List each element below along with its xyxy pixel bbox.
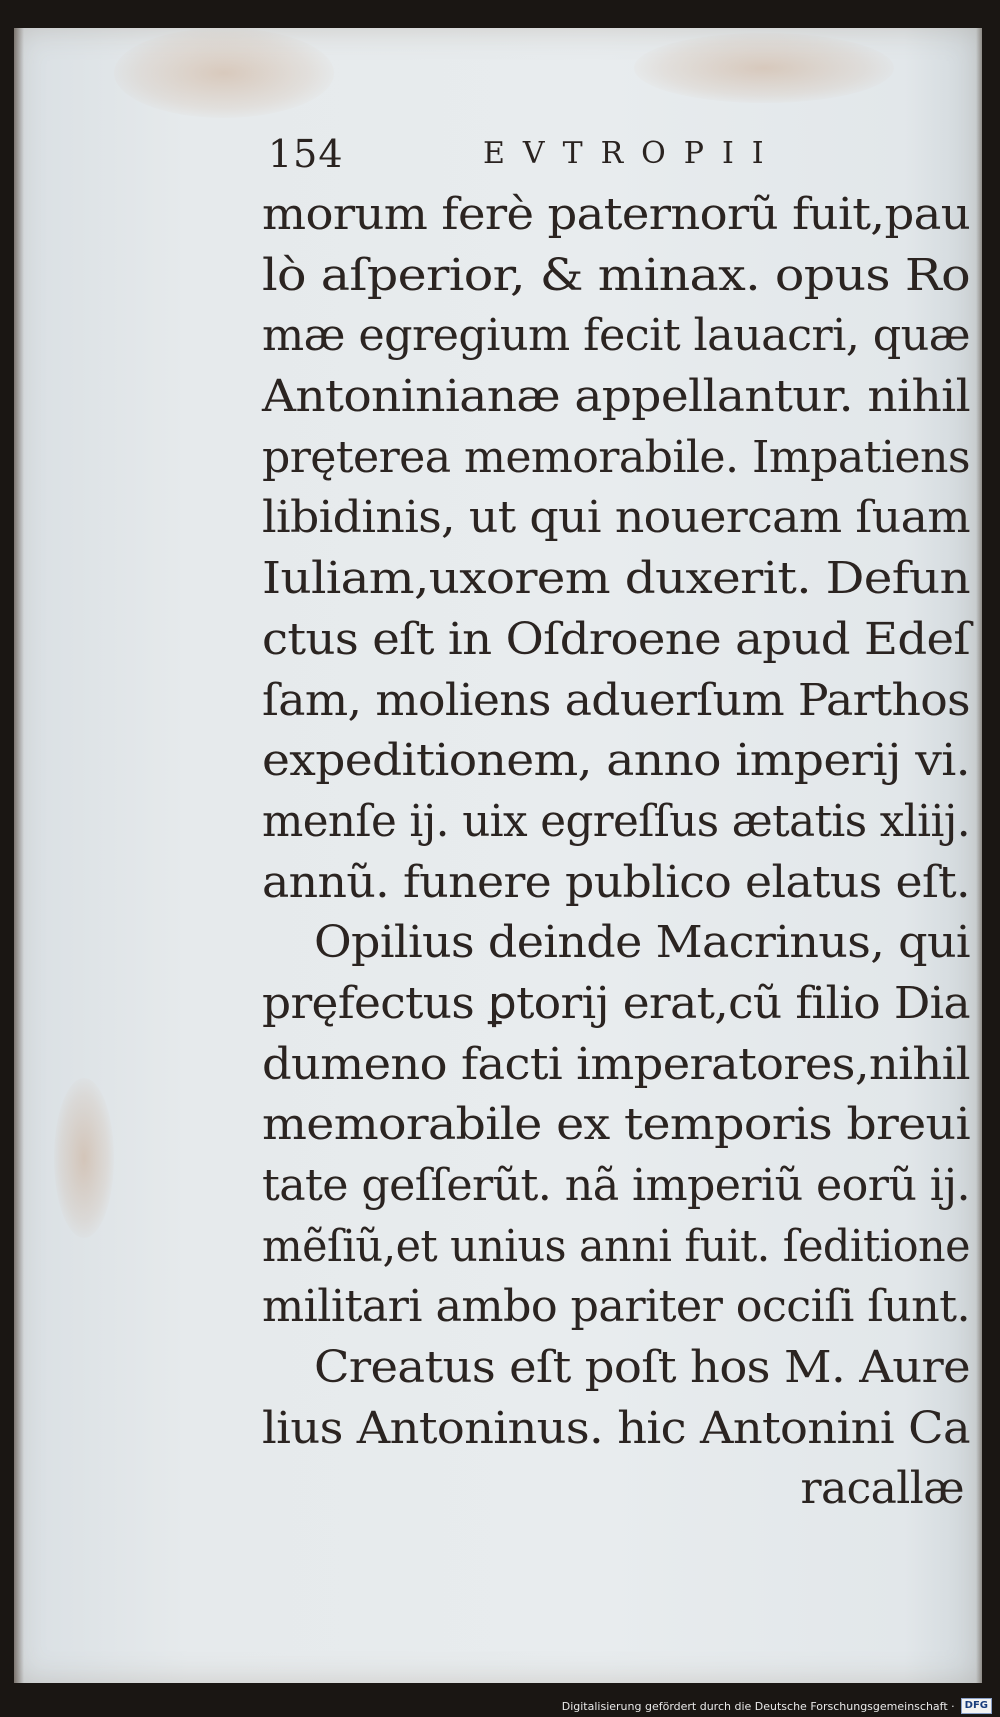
text-line: pręfectus ꝑtorij erat,cũ filio Dia (262, 977, 971, 1029)
page-gutter-shadow (14, 28, 24, 1683)
paragraph-start-line: Opilius deinde Macrinus, qui (314, 917, 970, 969)
text-line: lius Antoninus. hic Antonini Ca (262, 1402, 970, 1454)
page-edge-shadow (976, 28, 982, 1683)
text-line: morum ferè paternorũ fuit,pau (262, 189, 971, 240)
text-line: menſe ij. uix egreſſus ætatis xliij. (262, 795, 971, 847)
dfg-logo: DFG (961, 1698, 992, 1714)
text-line: ſam, moliens aduerſum Parthos (262, 674, 970, 726)
text-line: Antoninianæ appellantur. nihil (262, 371, 971, 423)
paper-stain (54, 1078, 114, 1238)
paper-stain (634, 33, 894, 103)
running-head (268, 132, 968, 182)
digitization-credit (562, 1697, 992, 1715)
text-line: Iuliam,uxorem duxerit. Defun (262, 553, 971, 605)
text-line: mæ egregium fecit lauacri, quæ (262, 310, 970, 362)
running-title: EVTROPII (483, 136, 782, 171)
body-text (262, 185, 970, 1520)
text-line: dumeno facti imperatores,nihil (262, 1038, 970, 1090)
text-line: expeditionem, anno imperij vi. (262, 735, 971, 787)
text-line: ctus eſt in Oſdroene apud Edeſ (262, 613, 971, 665)
text-line: militari ambo pariter occiſi ſunt. (262, 1281, 970, 1333)
text-line: mẽſiũ,et unius anni fuit. ſeditione (262, 1220, 970, 1272)
text-line: libidinis, ut qui nouercam ſuam (262, 492, 970, 544)
paper-stain (114, 28, 334, 118)
text-line: pręterea memorabile. Impatiens (262, 431, 970, 483)
page-number: 154 (268, 132, 344, 176)
text-line: annũ. funere publico elatus eſt. (262, 856, 970, 908)
text-line: lò aſperior, & minax. opus Ro (262, 249, 970, 301)
paragraph-start-line: Creatus eſt poſt hos M. Aure (314, 1342, 970, 1394)
text-line: memorabile ex temporis breui (262, 1099, 970, 1151)
credit-text: Digitalisierung gefördert durch die Deutsche Forschungsgemeinschaft · (561, 1699, 955, 1713)
catchword: racallæ (800, 1463, 964, 1515)
text-line: tate geſſerũt. nã imperiũ eorũ ij. (262, 1160, 970, 1211)
